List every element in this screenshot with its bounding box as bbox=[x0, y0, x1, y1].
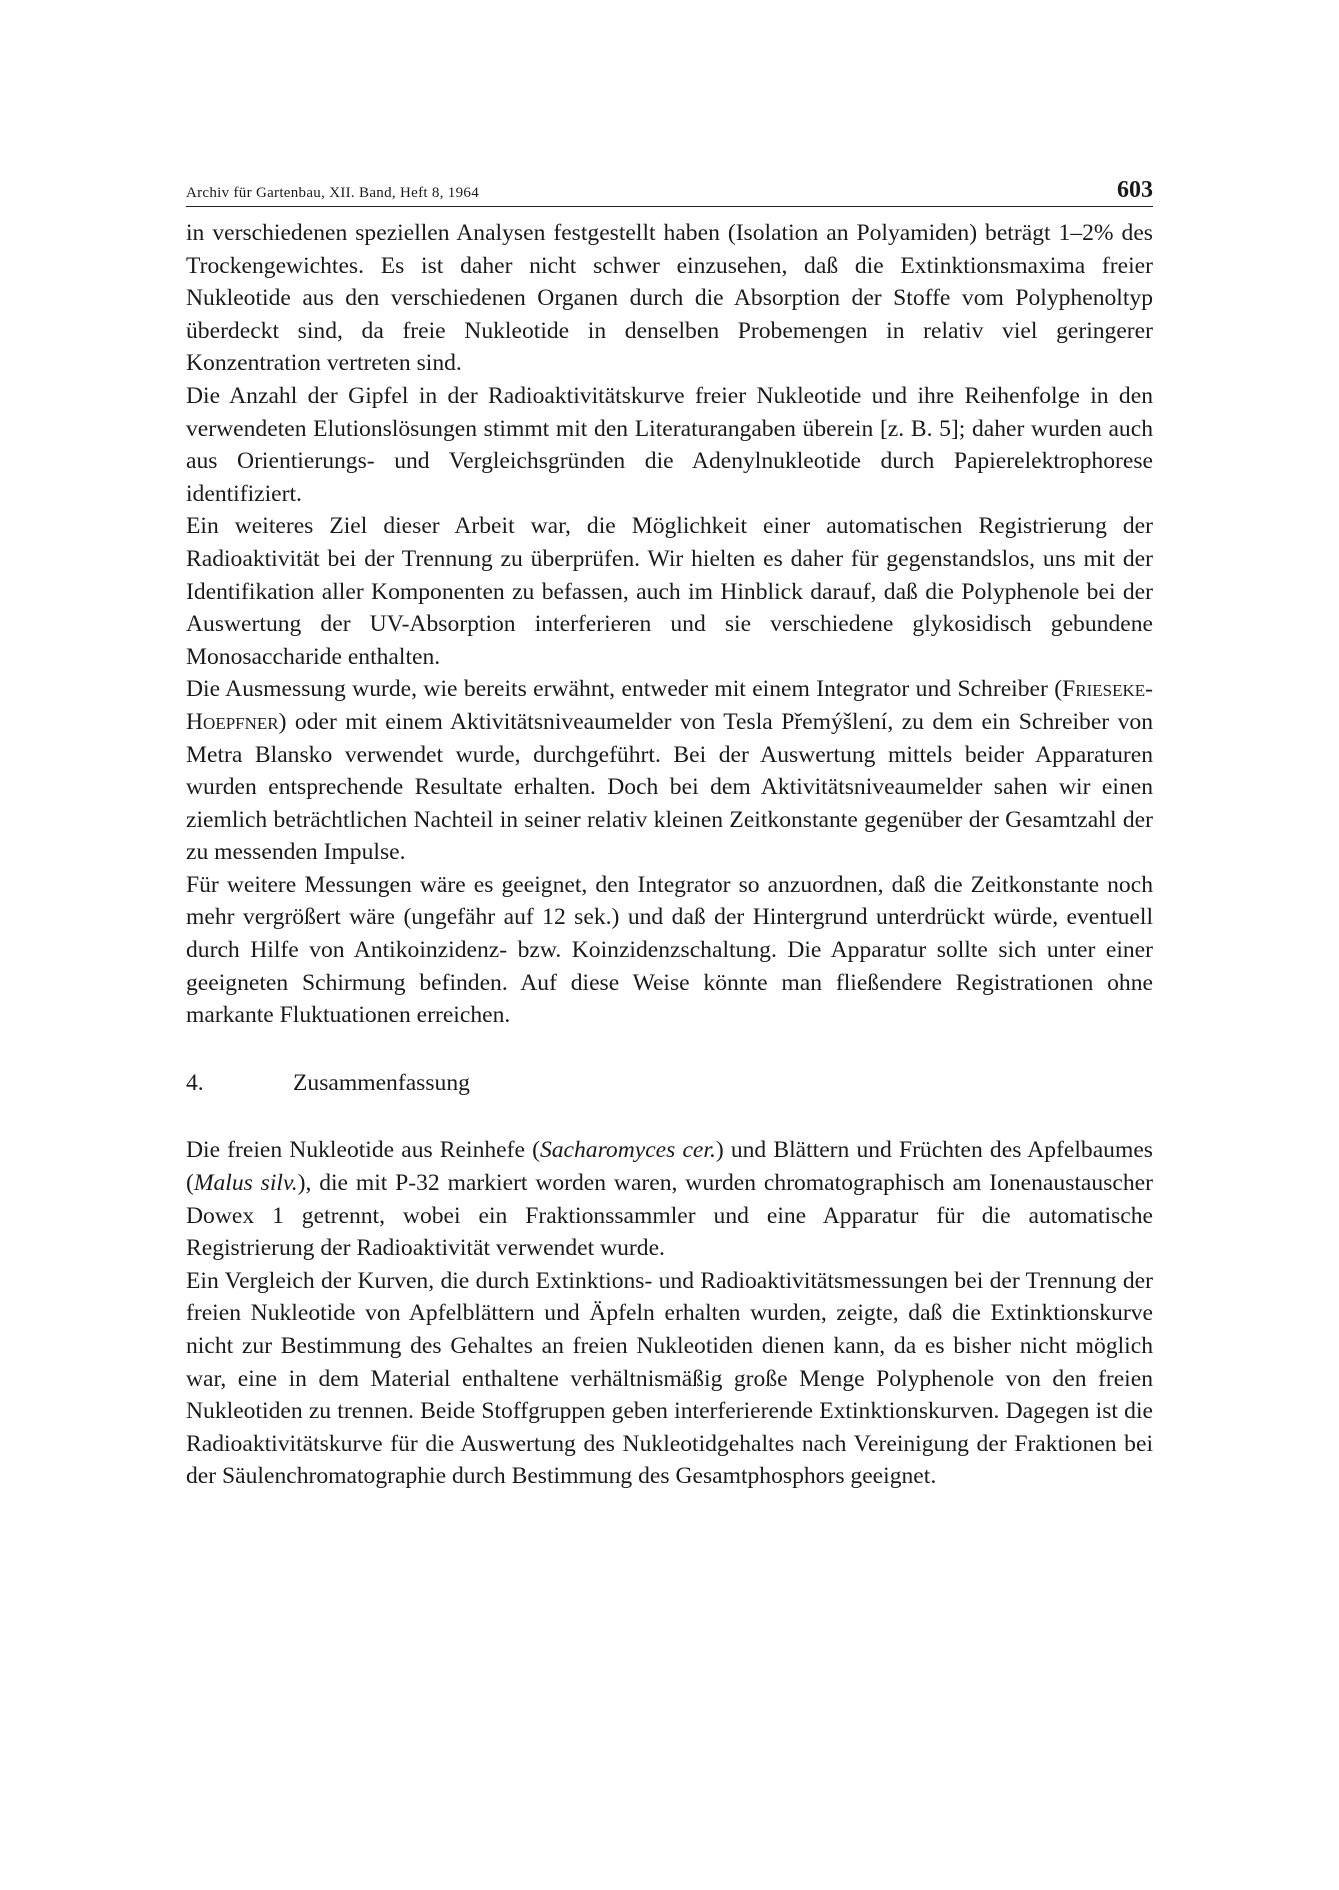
paragraph-4-text-b: ) oder mit einem Aktivitätsniveaumelder von Tesla Přemýšlení, zu dem ein Schreiber von Metra Blansko verwendet wurde, durchgeführt. Bei der Auswertung mittels beider Apparaturen wurden entsprechende Resultate erhalten. Doch bei dem Aktivitätsniveaumelder sahen wir einen ziemlich beträchtlichen Nachteil in seiner relativ kleinen Zeitkonstante gegenüber der Gesamtzahl der zu messenden Impulse. bbox=[186, 708, 1153, 866]
section-number: 4. bbox=[186, 1069, 204, 1096]
author-name-frieseke-hoepfner: Frieseke-Hoepfner bbox=[186, 676, 1153, 735]
page-number: 603 bbox=[1117, 177, 1153, 203]
species-sacharomyces: Sacharomyces cer. bbox=[539, 1137, 716, 1164]
summary-paragraph-1 bbox=[186, 1134, 1153, 1264]
paragraph-5: Für weitere Messungen wäre es geeignet, den Integrator so anzuordnen, daß die Zeitkonstante noch mehr vergrößert wäre (ungefähr auf 12 sek.) und daß der Hintergrund unterdrückt würde, eventuell durch Hilfe von Antikoinzidenz- bzw. Koinzidenzschaltung. Die Apparatur sollte sich unter einer geeigneten Schirmung befinden. Auf diese Weise könnte man fließendere Registrationen ohne markante Fluktuationen erreichen. bbox=[186, 871, 1153, 1029]
paragraph-2: Die Anzahl der Gipfel in der Radioaktivitätskurve freier Nukleotide und ihre Reihenfolge in den verwendeten Elutionslösungen stimmt mit den Literaturangaben überein [z. B. 5]; daher wurden auch aus Orientierungs- und Vergleichsgründen die Adenylnukleotide durch Papierelektrophorese identifiziert. bbox=[186, 382, 1153, 507]
summary-text-a: Die freien Nukleotide aus Reinhefe ( bbox=[186, 1137, 540, 1164]
journal-title: Archiv für Gartenbau, XII. Band, Heft 8, 1964 bbox=[186, 185, 479, 201]
summary-text-c: ), die mit P-32 markiert worden waren, wurden chromatographisch am Ionenaustauscher Dowex 1 getrennt, wobei ein Fraktionssammler und eine Apparatur für die automatische Registrierung der Radioaktivität verwendet wurde. bbox=[186, 1170, 1153, 1262]
summary-text-b: ) und Blättern und Früchten des Apfelbaumes ( bbox=[186, 1137, 1153, 1197]
paragraph-4-text-a: Die Ausmessung wurde, wie bereits erwähnt, entweder mit einem Integrator und Schreiber ( bbox=[186, 676, 1063, 703]
paragraph-1: in verschiedenen speziellen Analysen festgestellt haben (Isolation an Polyamiden) beträgt 1–2% des Trockengewichtes. Es ist daher nicht schwer einzusehen, daß die Extinktionsmaxima freier Nukleotide aus den verschiedenen Organen durch die Absorption der Stoffe vom Polyphenoltyp überdeckt sind, da freie Nukleotide in denselben Probemengen in relativ viel geringerer Konzentration vertreten sind. bbox=[186, 220, 1153, 377]
species-malus: Malus silv. bbox=[193, 1170, 298, 1197]
paragraph-3: Ein weiteres Ziel dieser Arbeit war, die Möglichkeit einer automatischen Registrierung der Radioaktivität bei der Trennung zu überprüfen. Wir hielten es daher für gegenstandslos, uns mit der Identifikation aller Komponenten zu befassen, auch im Hinblick darauf, daß die Polyphenole bei der Auswertung der UV-Absorption interferieren und sie verschiedene glykosidisch gebundene Monosaccharide enthalten. bbox=[186, 513, 1153, 670]
summary-paragraph-2: Ein Vergleich der Kurven, die durch Extinktions- und Radioaktivitätsmessungen bei der Trennung der freien Nukleotide von Apfelblättern und Äpfeln erhalten wurden, zeigte, daß die Extinktionskurve nicht zur Bestimmung des Gehaltes an freien Nukleotiden dienen kann, da es bisher nicht möglich war, eine in dem Material enthaltene verhältnismäßig große Menge Polyphenole von den freien Nukleotiden zu trennen. Beide Stoffgruppen geben interferierende Extinktionskurven. Dagegen ist die Radioaktivitätskurve für die Auswertung des Nukleotidgehaltes nach Vereinigung der Fraktionen bei der Säulenchromatographie durch Bestimmung des Gesamtphosphors geeignet. bbox=[186, 1267, 1153, 1490]
section-heading bbox=[186, 1067, 1153, 1100]
section-title: Zusammenfassung bbox=[293, 1069, 470, 1096]
paragraph-4 bbox=[186, 673, 1153, 869]
running-head bbox=[186, 178, 1153, 207]
page bbox=[186, 178, 1153, 1493]
